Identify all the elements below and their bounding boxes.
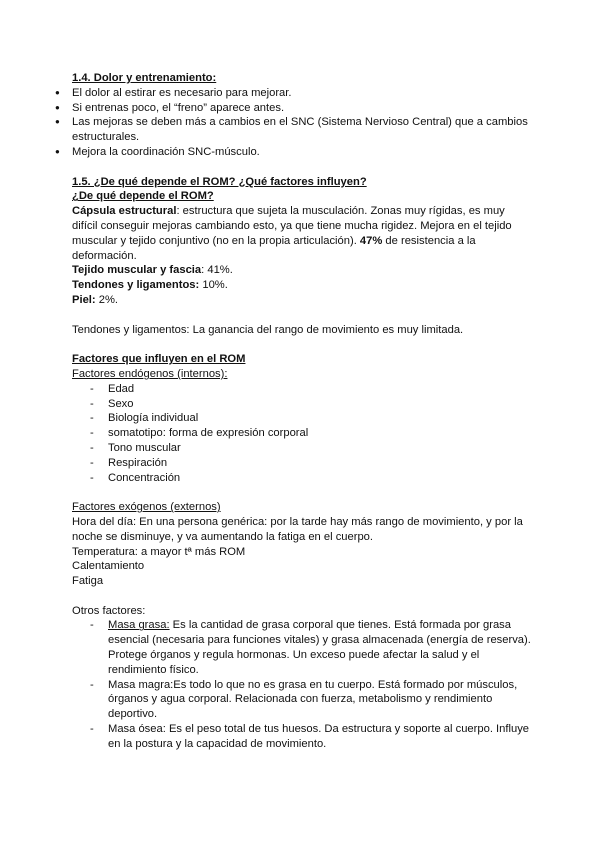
capsula-tail: de resistencia a la deformación. xyxy=(72,234,476,262)
list-item: - Masa magra:Es todo lo que no es grasa en tu cuerpo. Está formado por músculos, órganos y agua corporal. Relacionada con fuerza, metabolismo y rendimiento deportivo. xyxy=(108,678,532,722)
tejido-label: Tejido muscular y fascia xyxy=(72,264,202,277)
masa-grasa-label: Masa grasa: xyxy=(108,619,170,632)
list-item xyxy=(108,618,532,677)
capsula-percent: 47% xyxy=(359,234,383,247)
list-item: - Tono muscular xyxy=(108,441,532,456)
masa-grasa-text: Es la cantidad de grasa corporal que tienes. Está formada por grasa esencial (necesaria para funciones vitales) y grasa almacenada (energía de reserva). Protege órganos y regula hormonas. Un exceso puede afectar la salud y el rendimiento físico. xyxy=(108,619,531,676)
section-1-4-title: 1.4. Dolor y entrenamiento: xyxy=(72,72,217,84)
tendones-label: Tendones y ligamentos: xyxy=(72,279,200,292)
otros-title: Otros factores: xyxy=(72,604,146,617)
calentamiento-line: Calentamiento xyxy=(72,560,145,573)
document-content xyxy=(72,71,532,752)
list-item: - somatotipo: forma de expresión corporal xyxy=(108,426,532,441)
fatiga-line: Fatiga xyxy=(72,575,104,588)
spacer xyxy=(72,308,532,323)
list-item: ● Las mejoras se deben más a cambios en el SNC (Sistema Nervioso Central) que a cambios estructurales. xyxy=(72,115,532,145)
exogenos-title: Factores exógenos (externos) xyxy=(72,501,221,514)
list-item: - Sexo xyxy=(108,397,532,412)
piel-value: 2%. xyxy=(95,293,119,306)
list-item: - Biología individual xyxy=(108,411,532,426)
capsula-paragraph xyxy=(72,204,532,263)
list-item: ● Si entrenas poco, el “freno” aparece antes. xyxy=(72,101,532,116)
capsula-text: : estructura que sujeta la musculación. Zonas muy rígidas, es muy difícil conseguir mejoras cambiando esto, ya que tiene mucha rigidez. Mejora en el tejido muscular y tejido conjuntivo (no en la propia articulación). xyxy=(72,205,512,247)
list-item: - Respiración xyxy=(108,456,532,471)
hora-paragraph: Hora del día: En una persona genérica: por la tarde hay más rango de movimiento, y por la noche se disminuye, y va aumentando la fatiga en el cuerpo. xyxy=(72,515,523,543)
temperatura-line: Temperatura: a mayor tª más ROM xyxy=(72,545,246,558)
spacer xyxy=(72,589,532,604)
factores-title: Factores que influyen en el ROM xyxy=(72,353,246,366)
list-item: - Edad xyxy=(108,382,532,397)
tejido-value: : 41%. xyxy=(201,264,233,277)
section-1-5-subtitle: ¿De qué depende el ROM? xyxy=(72,190,214,203)
spacer xyxy=(72,485,532,500)
list-item: - Concentración xyxy=(108,471,532,486)
tejido-line xyxy=(72,263,532,278)
endogenos-list xyxy=(72,382,532,486)
piel-label: Piel: xyxy=(72,293,96,306)
list-item: - Masa ósea: Es el peso total de tus huesos. Da estructura y soporte al cuerpo. Influye en la postura y la capacidad de movimiento. xyxy=(108,722,532,752)
piel-line xyxy=(72,293,532,308)
tendones-line xyxy=(72,278,532,293)
capsula-label: Cápsula estructural xyxy=(72,205,177,218)
spacer xyxy=(72,160,532,175)
tendones-note: Tendones y ligamentos: La ganancia del rango de movimiento es muy limitada. xyxy=(72,323,464,336)
otros-list xyxy=(72,618,532,751)
tendones-value: 10%. xyxy=(199,279,228,292)
list-item: ● El dolor al estirar es necesario para mejorar. xyxy=(72,86,532,101)
list-item: ● Mejora la coordinación SNC-músculo. xyxy=(72,145,532,160)
section-1-4-list xyxy=(72,86,532,160)
section-1-5-title: 1.5. ¿De qué depende el ROM? ¿Qué factores influyen? xyxy=(72,175,367,188)
spacer xyxy=(72,337,532,352)
endogenos-title: Factores endógenos (internos): xyxy=(72,367,228,380)
